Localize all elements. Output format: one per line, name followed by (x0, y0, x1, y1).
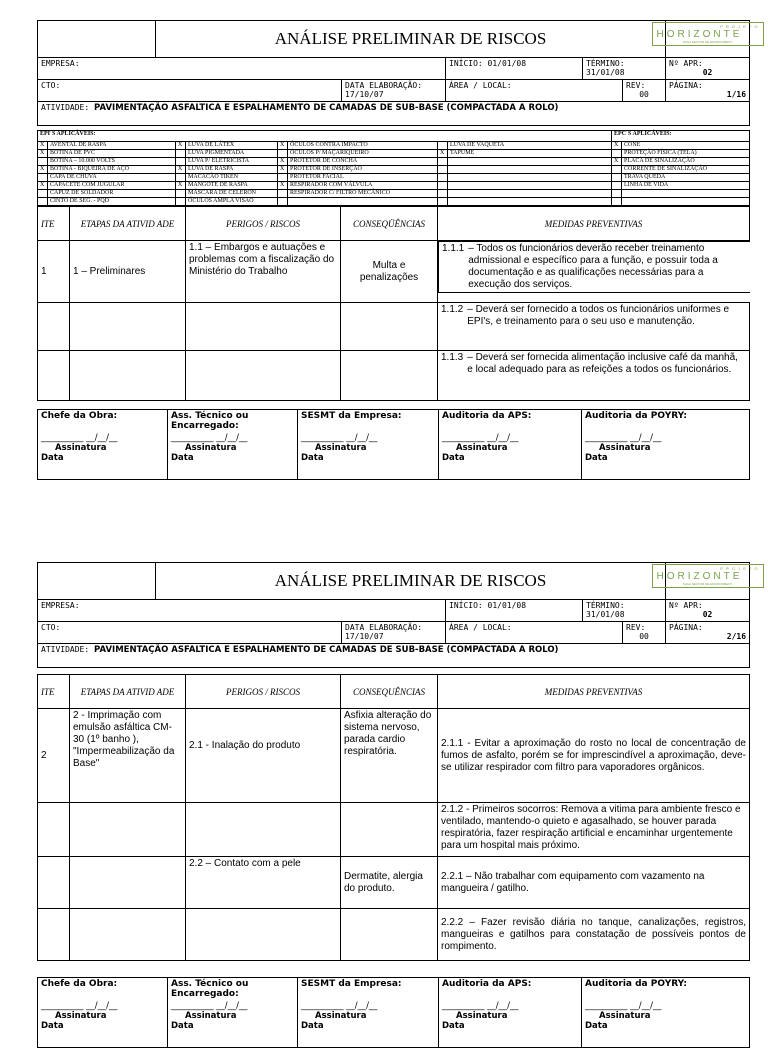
col-item: ITE (38, 207, 70, 241)
apr-page-2 (37, 562, 759, 1048)
epi-row (38, 174, 750, 182)
table-row: 2.1.2 - Primeiros socorros: Remova a vitima para ambiente fresco e ventilado, mantendo-o quieto e agasalhado, se houver parada respiratória, fazer respiração artificial e encaminhar urgentemente para um hospital mais próximo. (38, 803, 750, 857)
assinatura-label: Assinatura (315, 1011, 367, 1021)
epi-item-label (448, 166, 612, 174)
signature-line: __________ __/__/__ (442, 1001, 519, 1011)
epi-row (38, 158, 750, 166)
signature-heading: Ass. Técnico ou Encarregado: (171, 979, 249, 999)
epi-row (38, 198, 750, 206)
signature-line: __________ __/__/__ (171, 1001, 248, 1011)
epi-check-mark (38, 198, 48, 206)
header-table (37, 562, 759, 668)
epi-item-label: BOTINA – 10.000 VOLTS (48, 158, 176, 166)
table-row: 1 1 – Preliminares 1.1 – Embargos e autuações e problemas com a fiscalização do Ministério do Trabalho Multa e penalizações 1.1.1 – Todos os funcionários deverão receber treinamento admissional e específico para a função, e possuir toda a documentação e as qualificações necessárias para a execução dos serviços. (38, 241, 750, 303)
epi-item-label (288, 198, 438, 206)
epi-row (38, 182, 750, 190)
epi-row (38, 150, 750, 158)
epi-item-label (448, 158, 612, 166)
signature-line: __________ __/__/__ (301, 1001, 378, 1011)
epi-item-label: PROTETOR DE CONCHA (288, 158, 438, 166)
table-row: 2.2 – Contato com a pele Dermatite, alergia do produto. 2.2.1 – Não trabalhar com equipamento com vazamento na mangueira / gatilho. (38, 857, 750, 909)
signature-heading: SESMT da Empresa: (301, 411, 402, 421)
data-elaboracao: DATA ELABORAÇÃO: 17/10/07 (342, 80, 446, 102)
epi-check-mark (438, 182, 448, 190)
col-etapas: ETAPAS DA ATIVID ADE (70, 207, 186, 241)
signature-table (37, 409, 750, 480)
epi-check-mark (278, 198, 288, 206)
epi-check-mark (278, 150, 288, 158)
sig-auditoria-poyry (582, 978, 750, 1048)
apr-number: Nº APR: 02 (666, 600, 750, 622)
sig-auditoria-poyry (582, 410, 750, 480)
signature-heading: Auditoria da APS: (442, 411, 532, 421)
data-label: Data (301, 1021, 324, 1031)
epi-check-mark (278, 190, 288, 198)
assinatura-label: Assinatura (456, 443, 508, 453)
area-local: ÁREA / LOCAL: (446, 80, 623, 102)
table-row: 1.1.2 – Deverá ser fornecido a todos os funcionários uniformes e EPI's, e treinamento para o seu uso e manutenção. (38, 303, 750, 351)
signature-heading: Auditoria da POYRY: (585, 411, 687, 421)
epi-item-label: CINTO DE SEG. - PQD (48, 198, 176, 206)
epi-check-mark (38, 190, 48, 198)
epi-check-mark (176, 198, 186, 206)
sig-chefe-obra (38, 410, 168, 480)
epi-row (38, 190, 750, 198)
empresa-field: EMPRESA: (38, 58, 446, 80)
epi-item-label: ÓCULOS P/ MAÇARIQUEIRO (288, 150, 438, 158)
epi-check-mark (438, 158, 448, 166)
sig-tecnico (168, 410, 298, 480)
epcs-label: EPC´S APLICÁVEIS: (612, 131, 750, 142)
epi-check-mark (438, 190, 448, 198)
epi-item-label (448, 190, 612, 198)
epi-item-label (448, 182, 612, 190)
data-label: Data (301, 453, 324, 463)
epi-check-mark (612, 166, 622, 174)
atividade: ATIVIDADE: PAVIMENTAÇÃO ASFALTICA E ESPALHAMENTO DE CAMADAS DE SUB-BASE (COMPACTADA A ROLO) (38, 102, 750, 126)
sig-tecnico (168, 978, 298, 1048)
epi-check-mark (438, 166, 448, 174)
epi-check-mark (278, 174, 288, 182)
risk-table (37, 674, 750, 961)
apr-number: Nº APR: 02 (666, 58, 750, 80)
data-label: Data (442, 453, 465, 463)
epi-check-mark (612, 198, 622, 206)
epi-item-label: CAPUZ DE SOLDADOR (48, 190, 176, 198)
epi-item-label: PLACA DE SINALIZAÇÃO (622, 158, 750, 166)
epi-item-label (622, 190, 750, 198)
epi-item-label: MANGOTE DE RASPA (186, 182, 278, 190)
col-medidas: MEDIDAS PREVENTIVAS (438, 675, 750, 709)
empresa-field: EMPRESA: (38, 600, 446, 622)
risk-table (37, 206, 750, 401)
data-label: Data (41, 453, 64, 463)
sig-chefe-obra (38, 978, 168, 1048)
col-perigos: PERIGOS / RISCOS (186, 207, 341, 241)
epi-item-label: TAPUME (448, 150, 612, 158)
epi-item-label: BOTINA DE PVC (48, 150, 176, 158)
sig-auditoria-aps (439, 978, 582, 1048)
data-label: Data (442, 1021, 465, 1031)
table-row: 2.2.2 – Fazer revisão diária no tanque, canalizações, registros, mangueiras e gatilhos para constatação de possíveis pontos de rompimento. (38, 909, 750, 961)
sig-sesmt (298, 410, 439, 480)
signature-line: __________ __/__/__ (171, 433, 248, 443)
inicio-field: INÍCIO: 01/01/08 (446, 600, 583, 622)
assinatura-label: Assinatura (55, 443, 107, 453)
epi-check-mark (176, 174, 186, 182)
epi-item-label (448, 198, 612, 206)
epi-item-label: MÁSCARA DE CELERON (186, 190, 278, 198)
rev-field: REV: 00 (623, 622, 666, 644)
epi-item-label: CONE (622, 142, 750, 150)
assinatura-label: Assinatura (599, 1011, 651, 1021)
epi-row (38, 166, 750, 174)
assinatura-label: Assinatura (55, 1011, 107, 1021)
signature-heading: Auditoria da APS: (442, 979, 532, 989)
epi-check-mark (612, 182, 622, 190)
col-item: ITE (38, 675, 70, 709)
epi-item-label: ÓCULOS AMPLA VISAO (186, 198, 278, 206)
page-title: ANÁLISE PRELIMINAR DE RISCOS (156, 563, 666, 600)
epi-row (38, 142, 750, 150)
col-perigos: PERIGOS / RISCOS (186, 675, 341, 709)
epi-check-mark (612, 190, 622, 198)
epi-item-label: CORRENTE DE SINALIZAÇÃO (622, 166, 750, 174)
apr-page-1 (37, 20, 759, 480)
epi-check-mark (612, 174, 622, 182)
epi-check-mark (176, 150, 186, 158)
header-table (37, 20, 759, 126)
epi-check-mark: X (38, 150, 48, 158)
epi-item-label (448, 174, 612, 182)
epi-item-label: CAPA DE CHUVA (48, 174, 176, 182)
epi-item-label: LUVA DE VAQUETA (448, 142, 612, 150)
epi-check-mark: X (438, 150, 448, 158)
signature-line: __________ __/__/__ (41, 1001, 118, 1011)
epi-check-mark (438, 174, 448, 182)
epi-check-mark: X (176, 166, 186, 174)
epi-check-mark (612, 150, 622, 158)
data-label: Data (41, 1021, 64, 1031)
assinatura-label: Assinatura (315, 443, 367, 453)
assinatura-label: Assinatura (456, 1011, 508, 1021)
epi-item-label: PROTETOR DE INSERÇÃO (288, 166, 438, 174)
epi-item-label: BOTINA - BIQUEIRA DE AÇO (48, 166, 176, 174)
cto-field: CTO: (38, 80, 342, 102)
signature-heading: Auditoria da POYRY: (585, 979, 687, 989)
signature-table (37, 977, 750, 1048)
page-title: ANÁLISE PRELIMINAR DE RISCOS (156, 21, 666, 58)
epi-item-label: LUVA DE LÁTEX (186, 142, 278, 150)
area-local: ÁREA / LOCAL: (446, 622, 623, 644)
assinatura-label: Assinatura (185, 1011, 237, 1021)
epi-item-label (622, 198, 750, 206)
data-label: Data (171, 453, 194, 463)
epi-item-label: LINHA DE VIDA (622, 182, 750, 190)
termino-field: TÉRMINO: 31/01/08 (583, 58, 666, 80)
logo: P R O J E T O HORIZONTE SAGA SECTOR DE ENVIRONMENT (666, 21, 750, 58)
epi-table (37, 130, 750, 206)
epi-check-mark: X (278, 158, 288, 166)
signature-heading: Chefe da Obra: (41, 411, 118, 421)
rev-field: REV: 00 (623, 80, 666, 102)
data-label: Data (585, 1021, 608, 1031)
epi-check-mark: X (612, 158, 622, 166)
logo: P R O J E T O HORIZONTE SAGA SECTOR DE ENVIRONMENT (666, 563, 750, 600)
signature-heading: SESMT da Empresa: (301, 979, 402, 989)
signature-heading: Chefe da Obra: (41, 979, 118, 989)
termino-field: TÉRMINO: 31/01/08 (583, 600, 666, 622)
epi-check-mark: X (38, 166, 48, 174)
signature-line: __________ __/__/__ (585, 1001, 662, 1011)
col-medidas: MEDIDAS PREVENTIVAS (438, 207, 750, 241)
epi-item-label: ÓCULOS CONTRA IMPACTO (288, 142, 438, 150)
table-row: 2 2 - Imprimação com emulsão asfáltica CM-30 (1º banho ), "Impermeabilização da Base" 2.1 - Inalação do produto Asfixia alteração do sistema nervoso, parada cardio respiratória. 2.1.1 - Evitar a aproximação do rosto no local de concentração de fumos de asfalto, porém se for imprescindível a aproximação, deve-se utilizar respirador com filtro para vaporadores orgânicos. (38, 709, 750, 803)
epi-check-mark: X (612, 142, 622, 150)
signature-line: __________ __/__/__ (41, 433, 118, 443)
epi-check-mark: X (176, 142, 186, 150)
epi-item-label: AVENTAL DE RASPA (48, 142, 176, 150)
signature-heading: Ass. Técnico ou Encarregado: (171, 411, 249, 431)
epi-check-mark (38, 174, 48, 182)
epi-check-mark: X (176, 182, 186, 190)
data-label: Data (585, 453, 608, 463)
col-etapas: ETAPAS DA ATIVID ADE (70, 675, 186, 709)
epi-item-label: LUVA PIGMENTADA (186, 150, 278, 158)
assinatura-label: Assinatura (185, 443, 237, 453)
col-consequencias: CONSEQÜÊNCIAS (341, 207, 438, 241)
signature-line: __________ __/__/__ (585, 433, 662, 443)
inicio-field: INÍCIO: 01/01/08 (446, 58, 583, 80)
epi-check-mark: X (278, 182, 288, 190)
epi-item-label: MACACÃO TIKEN (186, 174, 278, 182)
assinatura-label: Assinatura (599, 443, 651, 453)
epi-item-label: PROTEÇÃO FÍSICA (TELA) (622, 150, 750, 158)
epi-check-mark: X (278, 142, 288, 150)
sig-auditoria-aps (439, 410, 582, 480)
signature-line: __________ __/__/__ (442, 433, 519, 443)
pagina-field: PÁGINA: 2/16 (666, 622, 750, 644)
epi-item-label: CAPACETE COM JUGULAR (48, 182, 176, 190)
epi-check-mark: X (38, 182, 48, 190)
table-row: 1.1.3 – Deverá ser fornecida alimentação inclusive café da manhã, e local adequado para as refeições a todos os funcionários. (38, 351, 750, 401)
epi-item-label: TRAVA QUEDA (622, 174, 750, 182)
epis-label: EPI´S APLICÁVEIS: (38, 131, 612, 142)
epi-check-mark (176, 190, 186, 198)
epi-check-mark (438, 142, 448, 150)
epi-item-label: RESPIRADOR COM VÁLVULA (288, 182, 438, 190)
epi-item-label: LUVA P/ ELETRICISTA (186, 158, 278, 166)
signature-line: __________ __/__/__ (301, 433, 378, 443)
cto-field: CTO: (38, 622, 342, 644)
epi-item-label: RESPIRADOR C/ FILTRO MECÂNICO (288, 190, 438, 198)
epi-check-mark: X (278, 166, 288, 174)
data-elaboracao: DATA ELABORAÇÃO: 17/10/07 (342, 622, 446, 644)
data-label: Data (171, 1021, 194, 1031)
atividade: ATIVIDADE: PAVIMENTAÇÃO ASFALTICA E ESPALHAMENTO DE CAMADAS DE SUB-BASE (COMPACTADA A ROLO) (38, 644, 750, 668)
epi-check-mark (38, 158, 48, 166)
epi-check-mark (438, 198, 448, 206)
epi-item-label: LUVA DE RASPA (186, 166, 278, 174)
sig-sesmt (298, 978, 439, 1048)
epi-item-label: PROTETOR FACIAL (288, 174, 438, 182)
col-consequencias: CONSEQUÊNCIAS (341, 675, 438, 709)
pagina-field: PÁGINA: 1/16 (666, 80, 750, 102)
epi-check-mark (176, 158, 186, 166)
epi-check-mark: X (38, 142, 48, 150)
